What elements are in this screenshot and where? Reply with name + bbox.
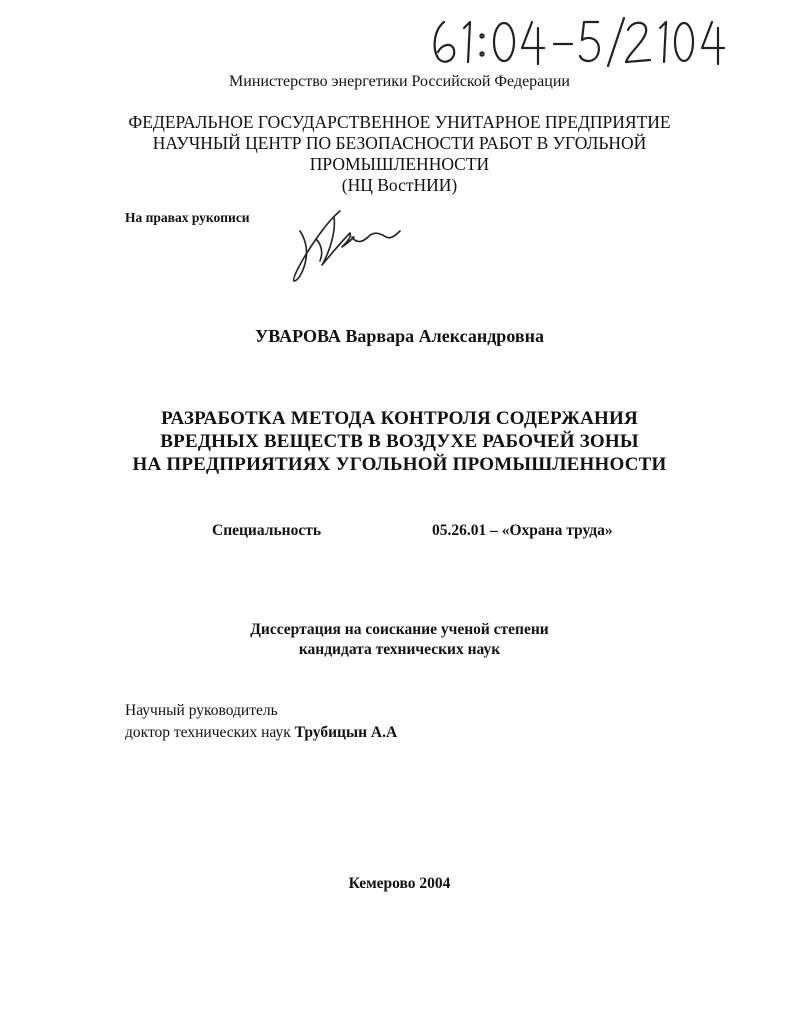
title-line: НА ПРЕДПРИЯТИЯХ УГОЛЬНОЙ ПРОМЫШЛЕННОСТИ bbox=[132, 454, 667, 475]
organization-line: ПРОМЫШЛЕННОСТИ bbox=[309, 154, 490, 174]
specialty-value: 05.26.01 – «Охрана труда» bbox=[432, 522, 613, 539]
ministry-name: Министерство энергетики Российской Федерации bbox=[229, 73, 570, 90]
organization-line: ФЕДЕРАЛЬНОЕ ГОСУДАРСТВЕННОЕ УНИТАРНОЕ ПРЕДПРИЯТИЕ bbox=[128, 112, 671, 132]
city-year: Кемерово 2004 bbox=[348, 875, 451, 892]
supervisor-degree: доктор технических наук bbox=[125, 724, 291, 741]
title-line: ВРЕДНЫХ ВЕЩЕСТВ В ВОЗДУХЕ РАБОЧЕЙ ЗОНЫ bbox=[160, 431, 639, 452]
organization-line: НАУЧНЫЙ ЦЕНТР ПО БЕЗОПАСНОСТИ РАБОТ В УГОЛЬНОЙ bbox=[152, 133, 647, 153]
signature bbox=[290, 203, 420, 288]
signature-icon bbox=[290, 203, 420, 288]
rights-note: На правах рукописи bbox=[125, 210, 250, 225]
organization-block bbox=[0, 112, 799, 196]
supervisor-role: Научный руководитель bbox=[125, 702, 278, 719]
archive-number bbox=[428, 14, 728, 70]
specialty-label: Специальность bbox=[212, 522, 322, 539]
degree-line: кандидата технических наук bbox=[298, 641, 501, 658]
degree-statement bbox=[0, 620, 799, 660]
title-line: РАЗРАБОТКА МЕТОДА КОНТРОЛЯ СОДЕРЖАНИЯ bbox=[161, 408, 638, 429]
supervisor-name: Трубицын А.А bbox=[294, 724, 398, 741]
organization-abbreviation: (НЦ ВостНИИ) bbox=[341, 175, 458, 195]
degree-line: Диссертация на соискание ученой степени bbox=[250, 621, 549, 638]
supervisor-block bbox=[125, 700, 397, 744]
author-name: УВАРОВА Варвара Александровна bbox=[255, 326, 544, 346]
supervisor-line bbox=[125, 722, 397, 744]
dissertation-title bbox=[0, 407, 799, 476]
handwritten-archive-number bbox=[428, 14, 728, 70]
